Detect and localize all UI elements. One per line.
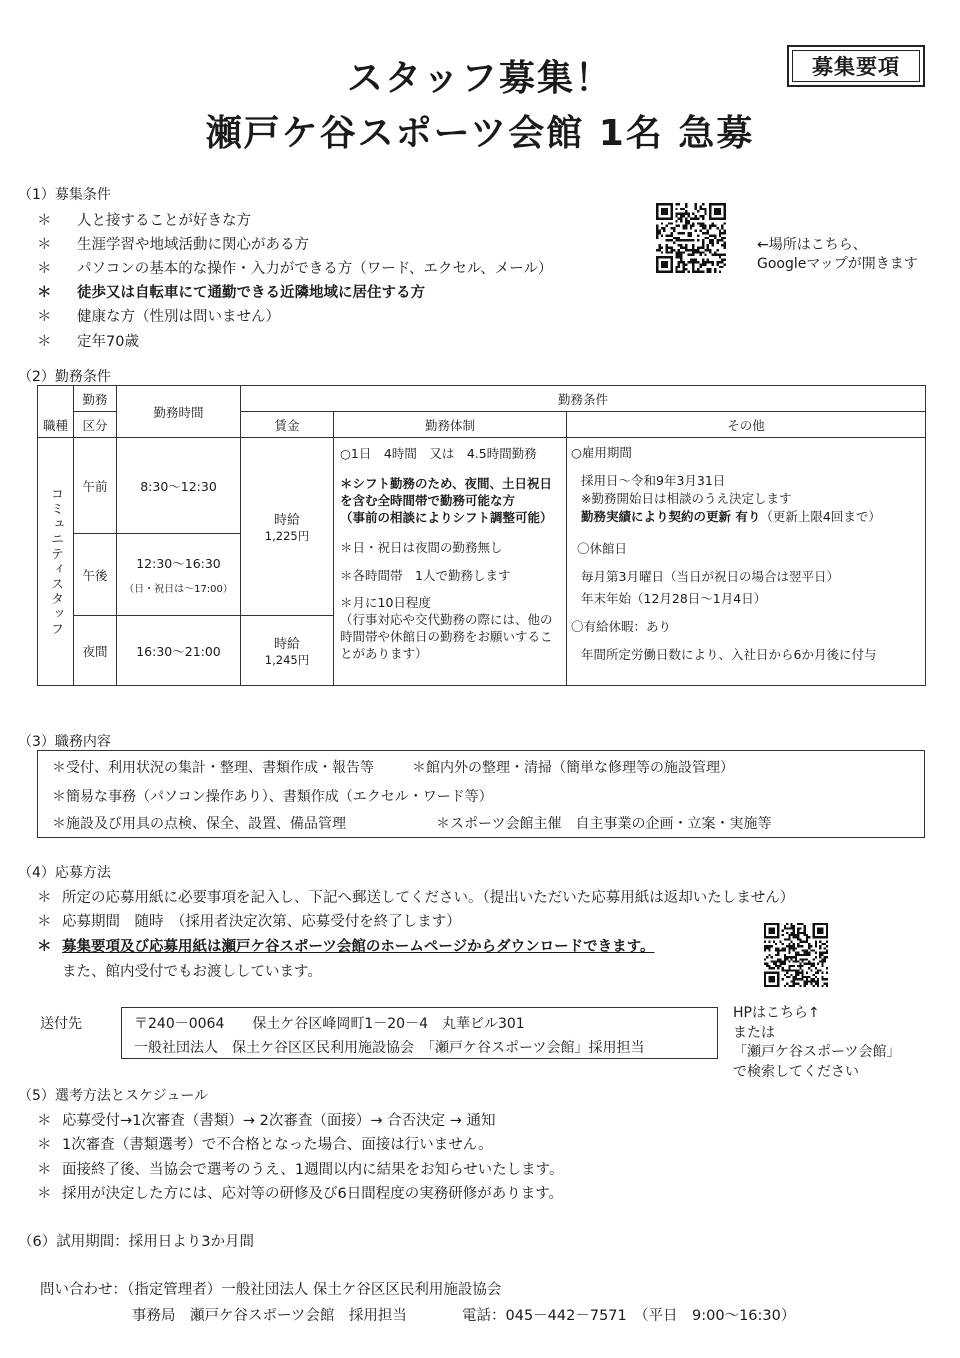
homepage-qr-icon[interactable] <box>764 923 828 987</box>
header-time: 勤務時間 <box>117 386 241 438</box>
map-qr-icon[interactable] <box>655 203 727 273</box>
work-conditions-table <box>37 385 926 686</box>
contact-phone: 電話：045－442－7571 （平日 9:00～16:30） <box>462 1308 796 1324</box>
condition-item: ＊ 健康な方（性別は問いません） <box>37 309 280 325</box>
send-to-label: 送付先 <box>40 1016 82 1032</box>
schedule-item: ＊ 面接終了後、当協会で選考のうえ、1週間以内に結果をお知らせいたします。 <box>37 1162 564 1178</box>
table-row-morning-kubun: 午前 <box>74 438 117 534</box>
table-row-afternoon-time: 12:30～16:30 （日・祝日は～17:00） <box>117 534 241 616</box>
recruitment-badge: 募集要項 <box>787 45 925 87</box>
section3-heading: （3）職務内容 <box>18 734 111 750</box>
apply-item-2: ＊ 応募期間 随時 （採用者決定次第、応募受付を終了します） <box>37 914 461 930</box>
work-system-cell: ○1日 4時間 又は 4.5時間勤務 ＊シフト勤務のため、夜間、土日祝日を含む全時間帯で勤務可能な方 （事前の相談によりシフト調整可能） ＊日・祝日は夜間の勤務無し ＊各時間帯 1人で勤務します ＊月に10日程度 （行事対応や交代勤務の際には、他の時間帯や休館日の勤務をお願いすることがあります） <box>334 438 567 686</box>
address-line-1: 〒240－0064 保土ケ谷区峰岡町1－20－4 丸華ビル301 <box>134 1016 525 1032</box>
section4-heading: （4）応募方法 <box>18 865 111 881</box>
title-line2: 瀬戸ケ谷スポーツ会館 1名 急募 <box>205 113 755 154</box>
homepage-note: HPはこちら↑ または 「瀬戸ケ谷スポーツ会館」 で検索してください <box>733 1005 901 1080</box>
condition-item: ＊ 生涯学習や地域活動に関心がある方 <box>37 237 309 253</box>
header-kubun: 区分 <box>74 412 117 438</box>
condition-item: ＊ 人と接することが好きな方 <box>37 213 251 229</box>
section1-heading: （1）募集条件 <box>18 187 111 203</box>
section6-heading: （6）試用期間：採用日より3か月間 <box>18 1234 254 1250</box>
table-row-night-time: 16:30～21:00 <box>117 616 241 686</box>
schedule-item: ＊ 1次審査（書類選考）で不合格となった場合、面接は行いません。 <box>37 1137 493 1153</box>
duty-2: ＊簡易な事務（パソコン操作あり）、書類作成（エクセル・ワード等） <box>52 789 493 805</box>
table-row-afternoon-kubun: 午後 <box>74 534 117 616</box>
table-row-morning-time: 8:30～12:30 <box>117 438 241 534</box>
contact-line-1: 問い合わせ：（指定管理者）一般社団法人 保土ケ谷区区民利用施設協会 <box>40 1282 502 1298</box>
section5-heading: （5）選考方法とスケジュール <box>18 1088 209 1104</box>
other-conditions-cell: ○雇用期間 採用日～令和9年3月31日 ※勤務開始日は相談のうえ決定します 勤務実績により契約の更新 有り（更新上限4回まで） 〇休館日 毎月第3月曜日（当日が祝日の場合は翌平日） 年末年始（12月28日～1月4日） 〇有給休暇：あり 年間所定労働日数により、入社日から6か月後に付与 <box>567 438 926 686</box>
address-box <box>121 1007 718 1059</box>
title-line1: スタッフ募集！ <box>346 58 613 99</box>
header-other: その他 <box>567 412 926 438</box>
duty-1b: ＊館内外の整理・清掃（簡単な修理等の施設管理） <box>412 760 734 776</box>
header-kinmu: 勤務 <box>74 386 117 412</box>
duty-3a: ＊施設及び用具の点検、保全、設置、備品管理 <box>52 816 346 832</box>
header-wage: 賃金 <box>241 412 334 438</box>
map-qr-caption-1: ←場所はこちら、 <box>757 237 867 253</box>
apply-item-3-cont: また、館内受付でもお渡ししています。 <box>62 964 322 980</box>
apply-item-1: ＊ 所定の応募用紙に必要事項を記入し、下記へ郵送してください。（提出いただいた応募用紙は返却いたしません） <box>37 890 795 906</box>
duties-box <box>37 750 925 838</box>
schedule-item: ＊ 応募受付→1次審査（書類）→ 2次審査（面接）→ 合否決定 → 通知 <box>37 1113 496 1129</box>
section2-heading: （2）勤務条件 <box>18 369 111 385</box>
job-name-cell: コミュニティスタッフ <box>38 438 74 686</box>
contact-line-2a: 事務局 瀬戸ケ谷スポーツ会館 採用担当 <box>132 1308 407 1324</box>
condition-item: ＊ 定年70歳 <box>37 334 139 350</box>
duty-3b: ＊スポーツ会館主催 自主事業の企画・立案・実施等 <box>436 816 772 832</box>
apply-item-3: ＊ 募集要項及び応募用紙は瀬戸ケ谷スポーツ会館のホームページからダウンロードできます。 <box>37 939 655 955</box>
wage-cell-1: 時給 1,225円 <box>241 438 334 616</box>
header-job: 職種 <box>38 386 74 438</box>
wage-cell-2: 時給 1,245円 <box>241 616 334 686</box>
condition-item: ＊ パソコンの基本的な操作・入力ができる方（ワード、エクセル、メール） <box>37 261 553 277</box>
address-line-2: 一般社団法人 保土ケ谷区区民利用施設協会 「瀬戸ケ谷スポーツ会館」採用担当 <box>134 1040 645 1056</box>
condition-item: ＊ 徒歩又は自転車にて通勤できる近隣地域に居住する方 <box>37 285 425 301</box>
table-row-night-kubun: 夜間 <box>74 616 117 686</box>
schedule-item: ＊ 採用が決定した方には、応対等の研修及び6日間程度の実務研修があります。 <box>37 1186 564 1202</box>
map-qr-caption-2: Googleマップが開きます <box>757 256 918 272</box>
duty-1a: ＊受付、利用状況の集計・整理、書類作成・報告等 <box>52 760 374 776</box>
header-system: 勤務体制 <box>334 412 567 438</box>
header-conditions: 勤務条件 <box>241 386 926 412</box>
